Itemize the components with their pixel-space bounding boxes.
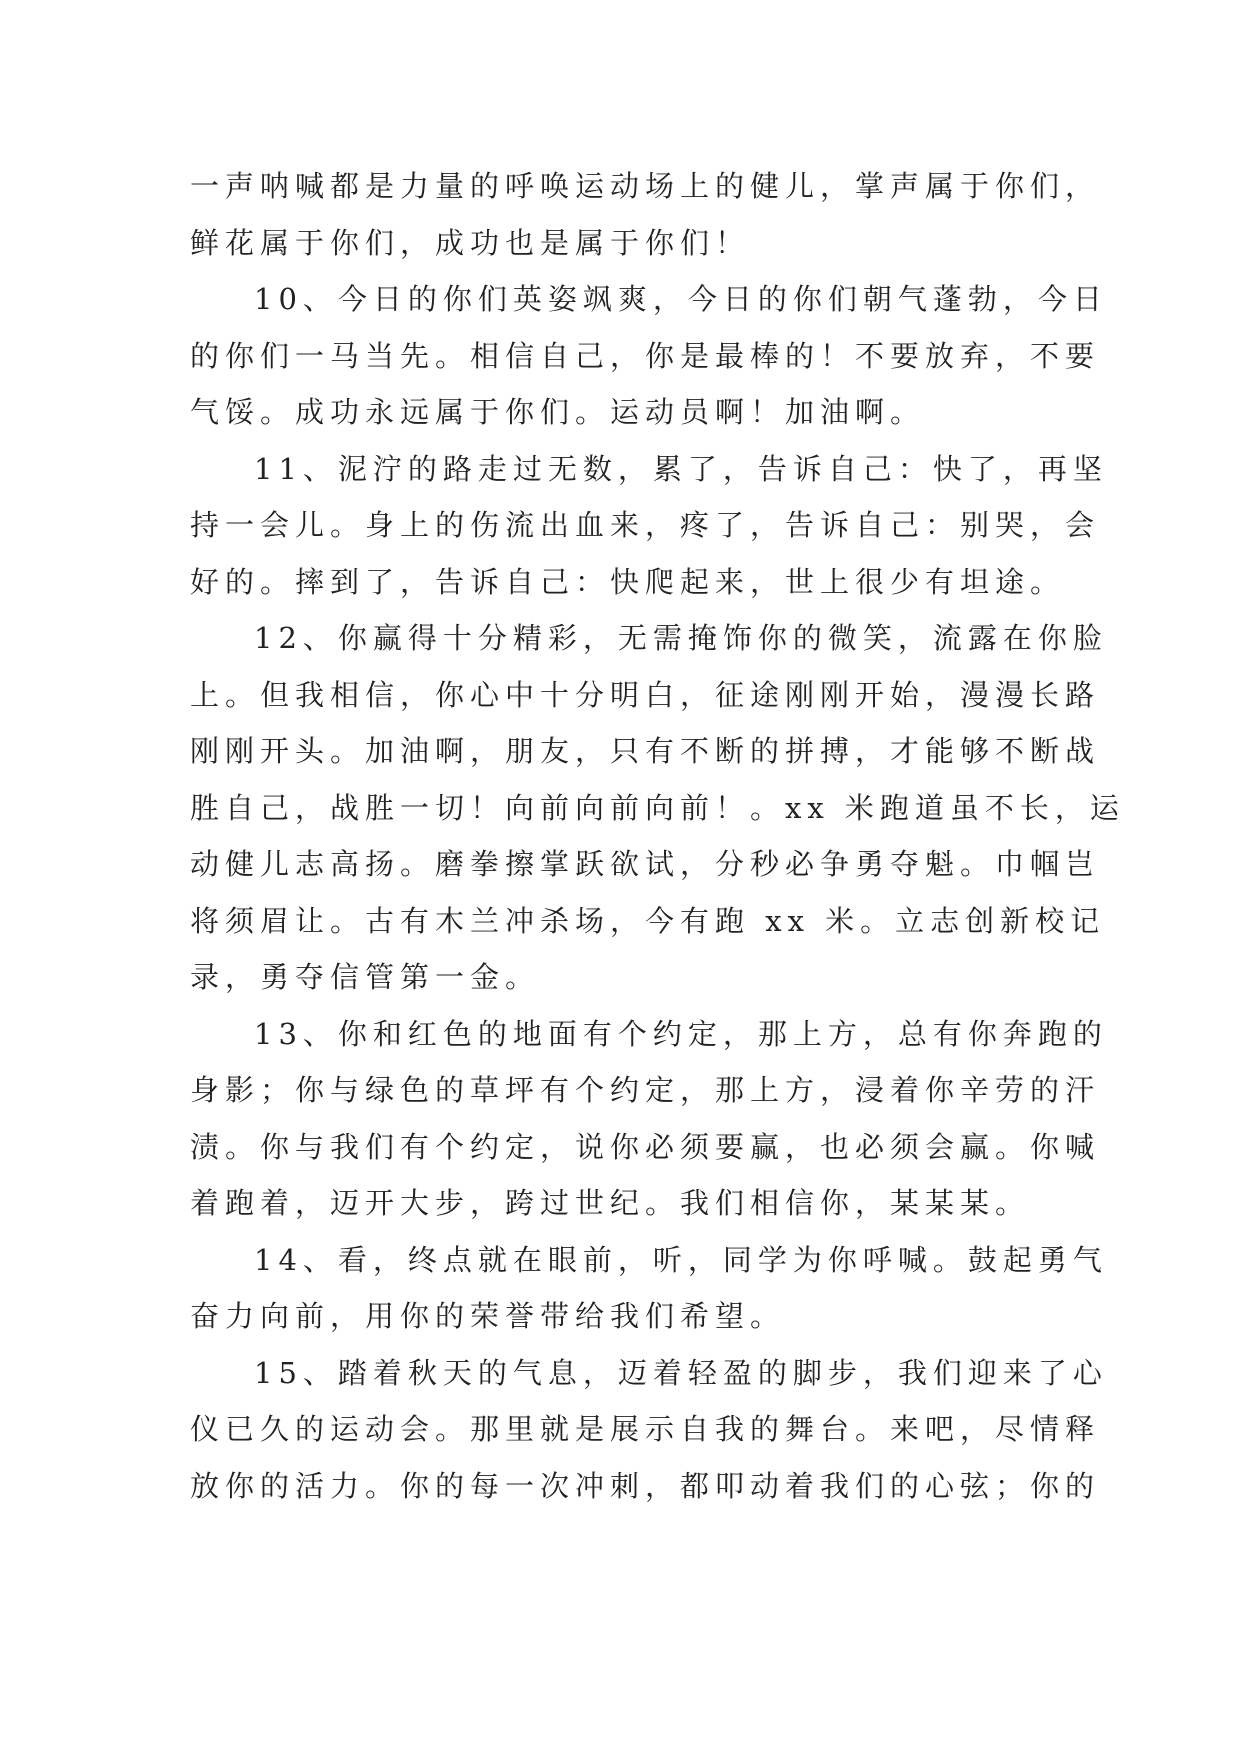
text-line: 渍。你与我们有个约定，说你必须要赢，也必须会赢。你喊 [190,1129,1101,1164]
text-line: 放你的活力。你的每一次冲刺，都叩动着我们的心弦；你的 [190,1468,1101,1503]
paragraph-13-start: 13、你和红色的地面有个约定，那上方，总有你奔跑的 [254,1016,1108,1051]
paragraph-15-start: 15、踏着秋天的气息，迈着轻盈的脚步，我们迎来了心 [254,1355,1108,1390]
text-line: 仪已久的运动会。那里就是展示自我的舞台。来吧，尽情释 [190,1412,1101,1446]
text-line: 将须眉让。古有木兰冲杀场，今有跑 xx 米。立志创新校记 [190,903,1106,938]
text-line: 的你们一马当先。相信自己，你是最棒的！不要放弃，不要 [190,338,1101,373]
paragraph-14-start: 14、看，终点就在眼前，听，同学为你呼喊。鼓起勇气 [254,1242,1108,1277]
text-line: 气馁。成功永远属于你们。运动员啊！加油啊。 [190,395,926,429]
text-line: 上。但我相信，你心中十分明白，征途刚刚开始，漫漫长路 [190,677,1101,712]
document-body [190,158,1125,1514]
text-line: 胜自己，战胜一切！向前向前向前！。xx 米跑道虽不长，运 [190,790,1125,825]
text-line: 好的。摔到了，告诉自己：快爬起来，世上很少有坦途。 [190,564,1066,599]
text-line: 鲜花属于你们，成功也是属于你们！ [190,225,751,260]
paragraph-10-start: 10、今日的你们英姿飒爽，今日的你们朝气蓬勃，今日 [254,282,1108,316]
text-line: 刚刚开头。加油啊，朋友，只有不断的拼搏，才能够不断战 [190,734,1101,768]
text-line: 奋力向前，用你的荣誉带给我们希望。 [190,1299,786,1333]
text-line: 一声呐喊都是力量的呼唤运动场上的健儿，掌声属于你们， [190,169,1101,203]
text-line: 身影；你与绿色的草坪有个约定，那上方，浸着你辛劳的汗 [190,1073,1101,1107]
text-line: 动健儿志高扬。磨拳擦掌跃欲试，分秒必争勇夺魁。巾帼岂 [190,847,1101,881]
paragraph-11-start: 11、泥泞的路走过无数，累了，告诉自己：快了，再坚 [254,451,1108,486]
text-line: 持一会儿。身上的伤流出血来，疼了，告诉自己：别哭，会 [190,508,1101,542]
text-line: 录，勇夺信管第一金。 [190,960,541,994]
paragraph-12-start: 12、你赢得十分精彩，无需掩饰你的微笑，流露在你脸 [254,621,1108,655]
text-line: 着跑着，迈开大步，跨过世纪。我们相信你，某某某。 [190,1186,1031,1220]
